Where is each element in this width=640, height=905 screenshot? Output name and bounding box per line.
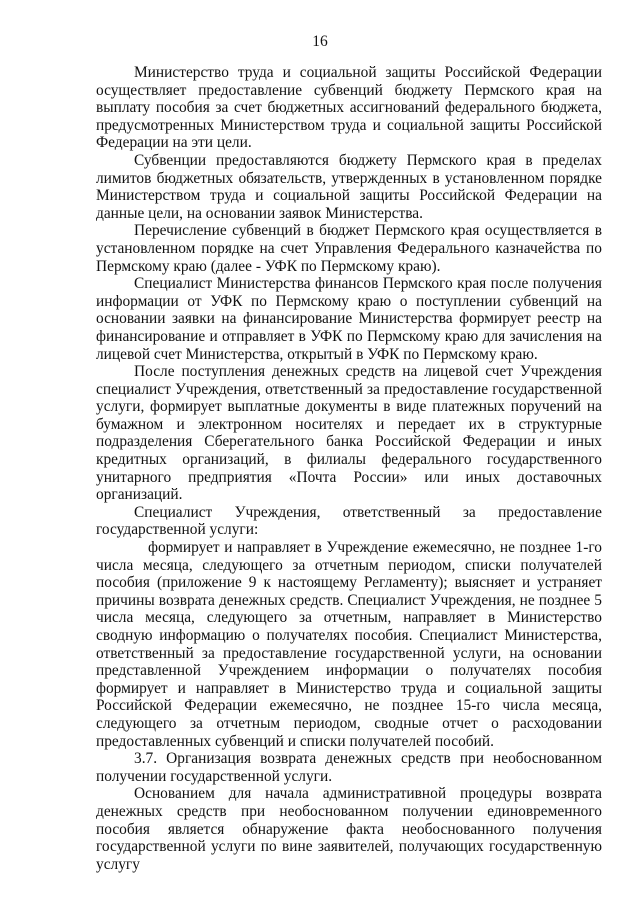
page-number: 16: [312, 33, 328, 50]
paragraph-refund-basis: Основанием для начала административной процедуры возврата денежных средств при необоснованном получении единовременного пособия является обнаружение факта необоснованного получения государственной услуги по вине заявителей, получающих государственную услугу: [96, 785, 602, 873]
section-heading-3-7: 3.7. Организация возврата денежных средств при необоснованном получении государственной услуги.: [96, 750, 602, 785]
paragraph-subvention-limits: Субвенции предоставляются бюджету Пермского края в пределах лимитов бюджетных обязательств, утвержденных в установленном порядке Министерством труда и социальной защиты Российской Федерации на данные цели, на основании заявок Министерства.: [96, 151, 602, 222]
paragraph-recipient-lists: формирует и направляет в Учреждение ежемесячно, не позднее 1-го числа месяца, следующего за отчетным периодом, списки получателей пособия (приложение 9 к настоящему Регламенту); выясняет и устраняет причины возврата денежных средств. Специалист Учреждения, не позднее 5 числа месяца, следующего за отчетным, направляет в Министерство сводную информацию о получателях пособия. Специалист Министерства, ответственный за предоставление государственной услуги, на основании представленной Учреждением информации о получателях пособия формирует и направляет в Министерство труда и социальной защиты Российской Федерации ежемесячно, не позднее 15-го числа месяца, следующего за отчетным периодом, сводные отчет о расходовании предоставленных субвенций и списки получателей пособий.: [96, 539, 602, 750]
document-body: [96, 64, 602, 873]
paragraph-subvention-transfer: Перечисление субвенций в бюджет Пермского края осуществляется в установленном порядке на счет Управления Федерального казначейства по Пермскому краю (далее - УФК по Пермскому краю).: [96, 222, 602, 275]
paragraph-finance-ministry-specialist: Специалист Министерства финансов Пермского края после получения информации от УФК по Пермскому краю о поступлении субвенций на основании заявки на финансирование Министерства формирует реестр на финансирование и отправляет в УФК по Пермскому краю для зачисления на лицевой счет Министерства, открытый в УФК по Пермскому краю.: [96, 275, 602, 363]
paragraph-subvention-provision: Министерство труда и социальной защиты Российской Федерации осуществляет предоставление субвенций бюджету Пермского края на выплату пособия за счет бюджетных ассигнований федерального бюджета, предусмотренных Министерством труда и социальной защиты Российской Федерации на эти цели.: [96, 64, 602, 152]
paragraph-payment-documents: После поступления денежных средств на лицевой счет Учреждения специалист Учреждения, ответственный за предоставление государственной услуги, формирует выплатные документы в виде платежных поручений на бумажном и электронном носителях и передает их в структурные подразделения Сберегательного банка Российской Федерации и иных кредитных организаций, в филиалы федерального государственного унитарного предприятия «Почта России» или иных доставочных организаций.: [96, 363, 602, 504]
paragraph-institution-specialist: Специалист Учреждения, ответственный за предоставление государственной услуги:: [96, 503, 602, 539]
